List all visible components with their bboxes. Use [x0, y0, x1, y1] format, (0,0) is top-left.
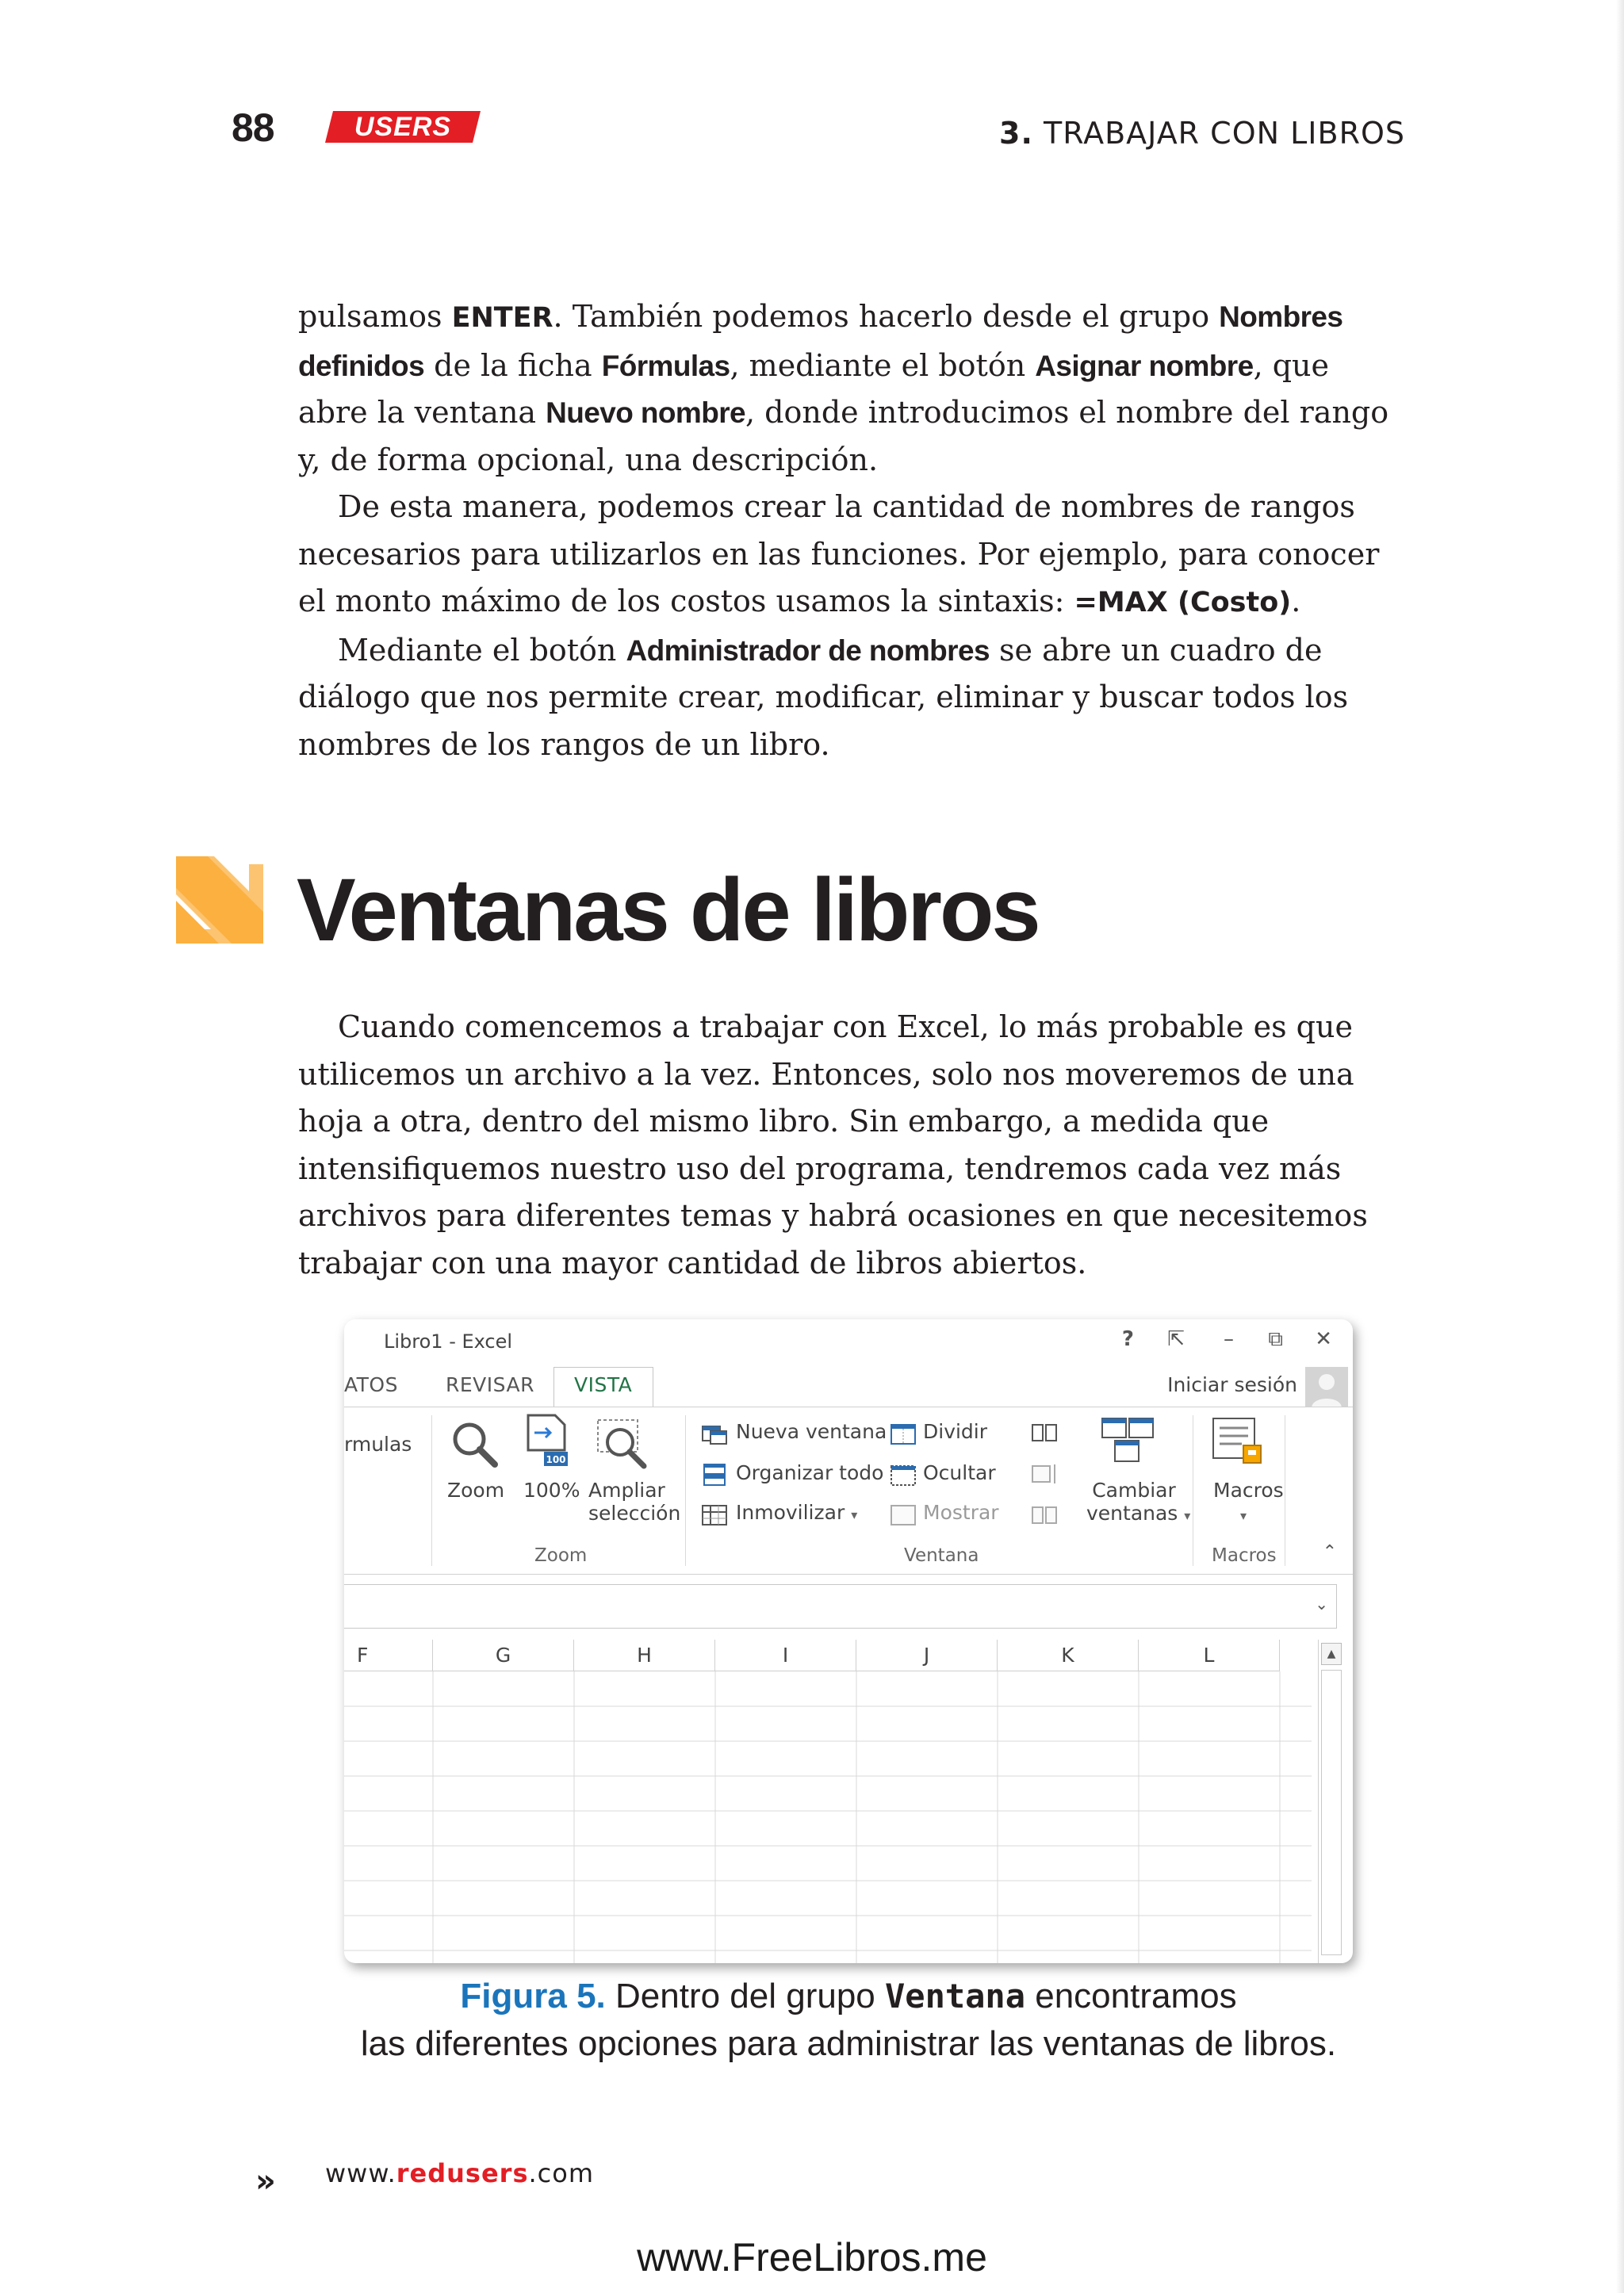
- group-ventana-label: Ventana: [904, 1545, 979, 1566]
- scroll-thumb[interactable]: [1321, 1670, 1342, 1955]
- column-header-h[interactable]: H: [574, 1640, 715, 1671]
- watermark: www.FreeLibros.me: [637, 2235, 987, 2280]
- expand-formula-bar-icon[interactable]: ⌄: [1315, 1594, 1328, 1614]
- intro-paragraph-2: De esta manera, podemos crear la cantidad de nombres de rangos necesarios para utilizarlos en las funciones. Por ejemplo, para conocer el monto máximo de los costos usamos la sintaxis: =MAX (Costo).: [298, 489, 1380, 618]
- logo-text: USERS: [354, 112, 452, 142]
- scroll-up-icon[interactable]: ▲: [1321, 1643, 1342, 1665]
- chapter-title: TRABAJAR CON LIBROS: [1044, 116, 1405, 151]
- tab-vista[interactable]: VISTA: [574, 1373, 633, 1396]
- column-header-l[interactable]: L: [1139, 1640, 1280, 1671]
- new-window-icon: [701, 1422, 728, 1445]
- column-header-j[interactable]: J: [856, 1640, 998, 1671]
- chevron-down-icon: ▾: [1184, 1508, 1191, 1523]
- excel-screenshot: [344, 1319, 1353, 1963]
- kw-nombres-definidos: Nombres definidos: [298, 301, 1343, 382]
- tab-datos[interactable]: ATOS: [344, 1373, 398, 1396]
- page-number: 88: [232, 105, 274, 150]
- collapse-ribbon-icon[interactable]: ⌃: [1322, 1542, 1337, 1562]
- figure-label: Figura 5.: [460, 1977, 606, 2015]
- kw-max-costo: =MAX (Costo): [1074, 587, 1292, 618]
- grid-lines: [344, 1640, 1312, 1963]
- window-title: Libro1 - Excel: [384, 1330, 513, 1353]
- zoom-icon: [449, 1418, 500, 1469]
- chapter-header: [999, 116, 1405, 151]
- kw-formulas: Fórmulas: [601, 349, 730, 382]
- kw-asignar-nombre: Asignar nombre: [1035, 349, 1254, 382]
- close-button[interactable]: ✕: [1315, 1327, 1332, 1351]
- intro-paragraph-3: Mediante el botón Administrador de nombres se abre un cuadro de diálogo que nos permite crear, modificar, eliminar y buscar todos los nombres de los rangos de un libro.: [298, 632, 1349, 762]
- help-button[interactable]: ?: [1121, 1327, 1134, 1351]
- intro-text: [298, 293, 1392, 768]
- switch-windows-button[interactable]: Cambiar ventanas ▾: [1086, 1479, 1191, 1525]
- section-arrow-icon: [176, 856, 263, 944]
- kw-nuevo-nombre: Nuevo nombre: [546, 396, 746, 429]
- section-title: Ventanas de libros: [297, 860, 1039, 959]
- new-window-button[interactable]: Nueva ventana: [736, 1420, 887, 1443]
- intro-paragraph-1: pulsamos ENTER. También podemos hacerlo desde el grupo Nombres definidos de la ficha Fórmulas, mediante el botón Asignar nombre, que abre la ventana Nuevo nombre, donde introducimos el nombre del rango y, de forma opcional, una descripción.: [298, 299, 1389, 477]
- ribbon-display-button[interactable]: ⇱: [1167, 1327, 1185, 1351]
- view-side-by-side-icon: [1031, 1422, 1058, 1444]
- chevron-down-icon: ▾: [851, 1507, 858, 1522]
- hide-window-button[interactable]: Ocultar: [923, 1461, 996, 1484]
- double-arrow-icon: »: [255, 2163, 276, 2199]
- tab-revisar[interactable]: REVISAR: [446, 1373, 534, 1396]
- title-bar: [344, 1319, 1353, 1364]
- section-text: [298, 1004, 1392, 1287]
- restore-button[interactable]: ⧉: [1268, 1327, 1283, 1351]
- spreadsheet-grid[interactable]: [344, 1640, 1353, 1963]
- column-header-f[interactable]: F: [344, 1640, 433, 1671]
- chevron-down-icon: ▾: [1240, 1508, 1247, 1523]
- arrange-all-icon: [701, 1463, 728, 1487]
- kw-enter: ENTER: [451, 302, 553, 334]
- zoom-100-badge: 100: [546, 1454, 566, 1465]
- hide-window-icon: [890, 1464, 917, 1487]
- column-header-k[interactable]: K: [998, 1640, 1139, 1671]
- zoom-button[interactable]: Zoom: [447, 1479, 505, 1502]
- caption-line-2: las diferentes opciones para administrar las ventanas de libros.: [360, 2024, 1337, 2063]
- ribbon: [344, 1407, 1353, 1575]
- unhide-window-icon: [890, 1504, 917, 1526]
- split-button[interactable]: Dividir: [923, 1420, 988, 1443]
- minimize-button[interactable]: –: [1224, 1327, 1234, 1351]
- users-logo: [325, 109, 481, 144]
- caption-ventana: Ventana: [885, 1977, 1026, 2015]
- figure-caption: Figura 5. Dentro del grupo Ventana encontramos las diferentes opciones para administrar las ventanas de libros.: [360, 1977, 1337, 2063]
- arrange-all-button[interactable]: Organizar todo: [736, 1461, 884, 1484]
- synchronous-scrolling-icon: [1031, 1463, 1058, 1485]
- user-icon: [1305, 1367, 1348, 1408]
- page-edge: [1616, 0, 1624, 2293]
- chapter-number: 3.: [999, 116, 1033, 151]
- column-header-i[interactable]: I: [715, 1640, 856, 1671]
- signin-link[interactable]: Iniciar sesión: [1167, 1373, 1297, 1396]
- formulas-partial-label[interactable]: rmulas: [344, 1433, 412, 1456]
- switch-windows-icon: [1099, 1415, 1155, 1466]
- kw-administrador-de-nombres: Administrador de nombres: [626, 634, 990, 667]
- group-zoom-label: Zoom: [534, 1545, 588, 1566]
- zoom-selection-icon: [595, 1417, 649, 1469]
- zoom-selection-button[interactable]: Ampliar selección: [588, 1479, 681, 1525]
- avatar[interactable]: [1305, 1367, 1348, 1408]
- freeze-panes-icon: [701, 1503, 728, 1526]
- zoom-100-icon: [523, 1414, 571, 1471]
- column-header-g[interactable]: G: [433, 1640, 574, 1671]
- footer-url[interactable]: www.redusers.com: [325, 2158, 595, 2188]
- zoom-100-button[interactable]: 100%: [523, 1479, 580, 1502]
- freeze-panes-button[interactable]: Inmovilizar ▾: [736, 1501, 858, 1524]
- vertical-scrollbar[interactable]: [1318, 1640, 1345, 1963]
- macros-icon: [1210, 1415, 1267, 1468]
- unhide-window-button[interactable]: Mostrar: [923, 1501, 999, 1524]
- formula-bar[interactable]: [344, 1584, 1337, 1629]
- section-paragraph: Cuando comencemos a trabajar con Excel, lo más probable es que utilicemos un archivo a la vez. Entonces, solo nos moveremos de una hoja a otra, dentro del mismo libro. Sin embargo, a medida que intensifiquemos nuestro uso del programa, tendremos cada vez más archivos para diferentes temas y habrá ocasiones en que necesitemos trabajar con una mayor cantidad de libros abiertos.: [298, 1009, 1368, 1280]
- macros-button[interactable]: Macros ▾: [1213, 1479, 1284, 1523]
- split-icon: [890, 1423, 917, 1445]
- reset-window-position-icon: [1031, 1504, 1058, 1526]
- group-macros-label: Macros: [1212, 1545, 1277, 1566]
